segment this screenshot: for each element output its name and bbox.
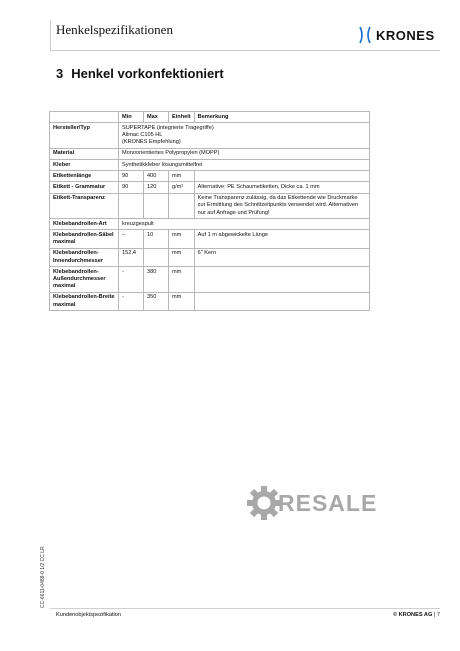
resale-watermark xyxy=(246,485,377,521)
row-unit: mm xyxy=(169,230,195,248)
row-label: Klebebandrollen-Außendurchmesser maximal xyxy=(50,267,119,293)
row-min: - xyxy=(119,292,144,310)
table-row xyxy=(50,248,370,266)
table-row xyxy=(50,182,370,193)
row-max xyxy=(144,193,169,219)
row-min: 90 xyxy=(119,171,144,182)
row-label: Klebebandrollen-Art xyxy=(50,219,119,230)
row-unit: mm xyxy=(169,248,195,266)
row-min: 90 xyxy=(119,182,144,193)
row-max: 10 xyxy=(144,230,169,248)
row-note: 6" Kern xyxy=(194,248,369,266)
table-header-cell: Min xyxy=(119,112,144,123)
row-min: 152,4 xyxy=(119,248,144,266)
section-heading xyxy=(56,66,224,81)
row-value: Monoorientiertes Polypropylen (MOPP) xyxy=(119,148,370,159)
krones-logo-text: KRONES xyxy=(376,27,435,43)
row-label: Klebebandrollen-Breite maximal xyxy=(50,292,119,310)
row-label: Kleber xyxy=(50,160,119,171)
row-min: - xyxy=(119,267,144,293)
row-label: Hersteller/Typ xyxy=(50,123,119,149)
table-row xyxy=(50,160,370,171)
table-header-cell: Einheit xyxy=(169,112,195,123)
footer-rule xyxy=(50,608,440,609)
krones-logo xyxy=(358,26,435,44)
row-unit xyxy=(169,193,195,219)
row-min: – xyxy=(119,230,144,248)
table-header-cell: Bemerkung xyxy=(194,112,369,123)
row-unit: mm xyxy=(169,171,195,182)
row-value: SUPERTAPE (integrierte Tragegriffe) Alimac C105 HL (KRONES Empfehlung) xyxy=(119,123,370,149)
row-note: Keine Transparenz zulässig, da das Etikettende wie Druckmarke zur Ermittlung des Schnittzeitpunkts verwendet wird. Alternativen nur auf Anfrage und Prüfung! xyxy=(194,193,369,219)
resale-watermark-text: RESALE xyxy=(278,489,378,516)
footer-copyright-text: © KRONES AG xyxy=(392,612,433,618)
table-row xyxy=(50,123,370,149)
table-row xyxy=(50,193,370,219)
document-code: CC-6611-0488-0 1/2 CC LR xyxy=(40,546,46,608)
header-divider xyxy=(50,20,51,50)
row-max: 350 xyxy=(144,292,169,310)
row-label: Etikettenlänge xyxy=(50,171,119,182)
table-row xyxy=(50,148,370,159)
table-row xyxy=(50,230,370,248)
spec-table xyxy=(49,111,370,311)
row-note: Auf 1 m abgewickelte Länge xyxy=(194,230,369,248)
row-label: Klebebandrollen-Innendurchmesser xyxy=(50,248,119,266)
row-max xyxy=(144,248,169,266)
section-number: 3 xyxy=(56,66,64,81)
row-max: 120 xyxy=(144,182,169,193)
row-note xyxy=(194,267,369,293)
row-label: Etikett - Grammatur xyxy=(50,182,119,193)
row-max: 380 xyxy=(144,267,169,293)
row-note xyxy=(194,292,369,310)
section-title: Henkel vorkonfektioniert xyxy=(71,66,224,81)
footer-page-number: | 7 xyxy=(433,612,440,618)
row-min xyxy=(119,193,144,219)
row-unit: mm xyxy=(169,292,195,310)
header-rule xyxy=(50,50,440,51)
row-value: kreuzgespult xyxy=(119,219,370,230)
row-unit: g/m² xyxy=(169,182,195,193)
row-label: Material xyxy=(50,148,119,159)
table-header-cell: Max xyxy=(144,112,169,123)
row-unit: mm xyxy=(169,267,195,293)
row-note: Alternative: PE Schaumetiketten, Dicke ca. 1 mm xyxy=(194,182,369,193)
table-row xyxy=(50,267,370,293)
row-note xyxy=(194,171,369,182)
footer-document-type: Kundenobjektspezifikation xyxy=(56,612,121,618)
footer-copyright xyxy=(393,612,440,618)
row-max: 400 xyxy=(144,171,169,182)
table-header-cell xyxy=(50,112,119,123)
row-value: Synthetikkleber lösungsmittelfrei xyxy=(119,160,370,171)
table-row xyxy=(50,219,370,230)
row-label: Klebebandrollen-Säbel maximal xyxy=(50,230,119,248)
document-title: Henkelspezifikationen xyxy=(56,22,173,37)
table-row xyxy=(50,292,370,310)
krones-logo-icon xyxy=(358,26,372,44)
table-row xyxy=(50,171,370,182)
row-label: Etikett-Transparenz xyxy=(50,193,119,219)
table-header-row xyxy=(50,112,370,123)
gear-icon xyxy=(246,485,282,521)
